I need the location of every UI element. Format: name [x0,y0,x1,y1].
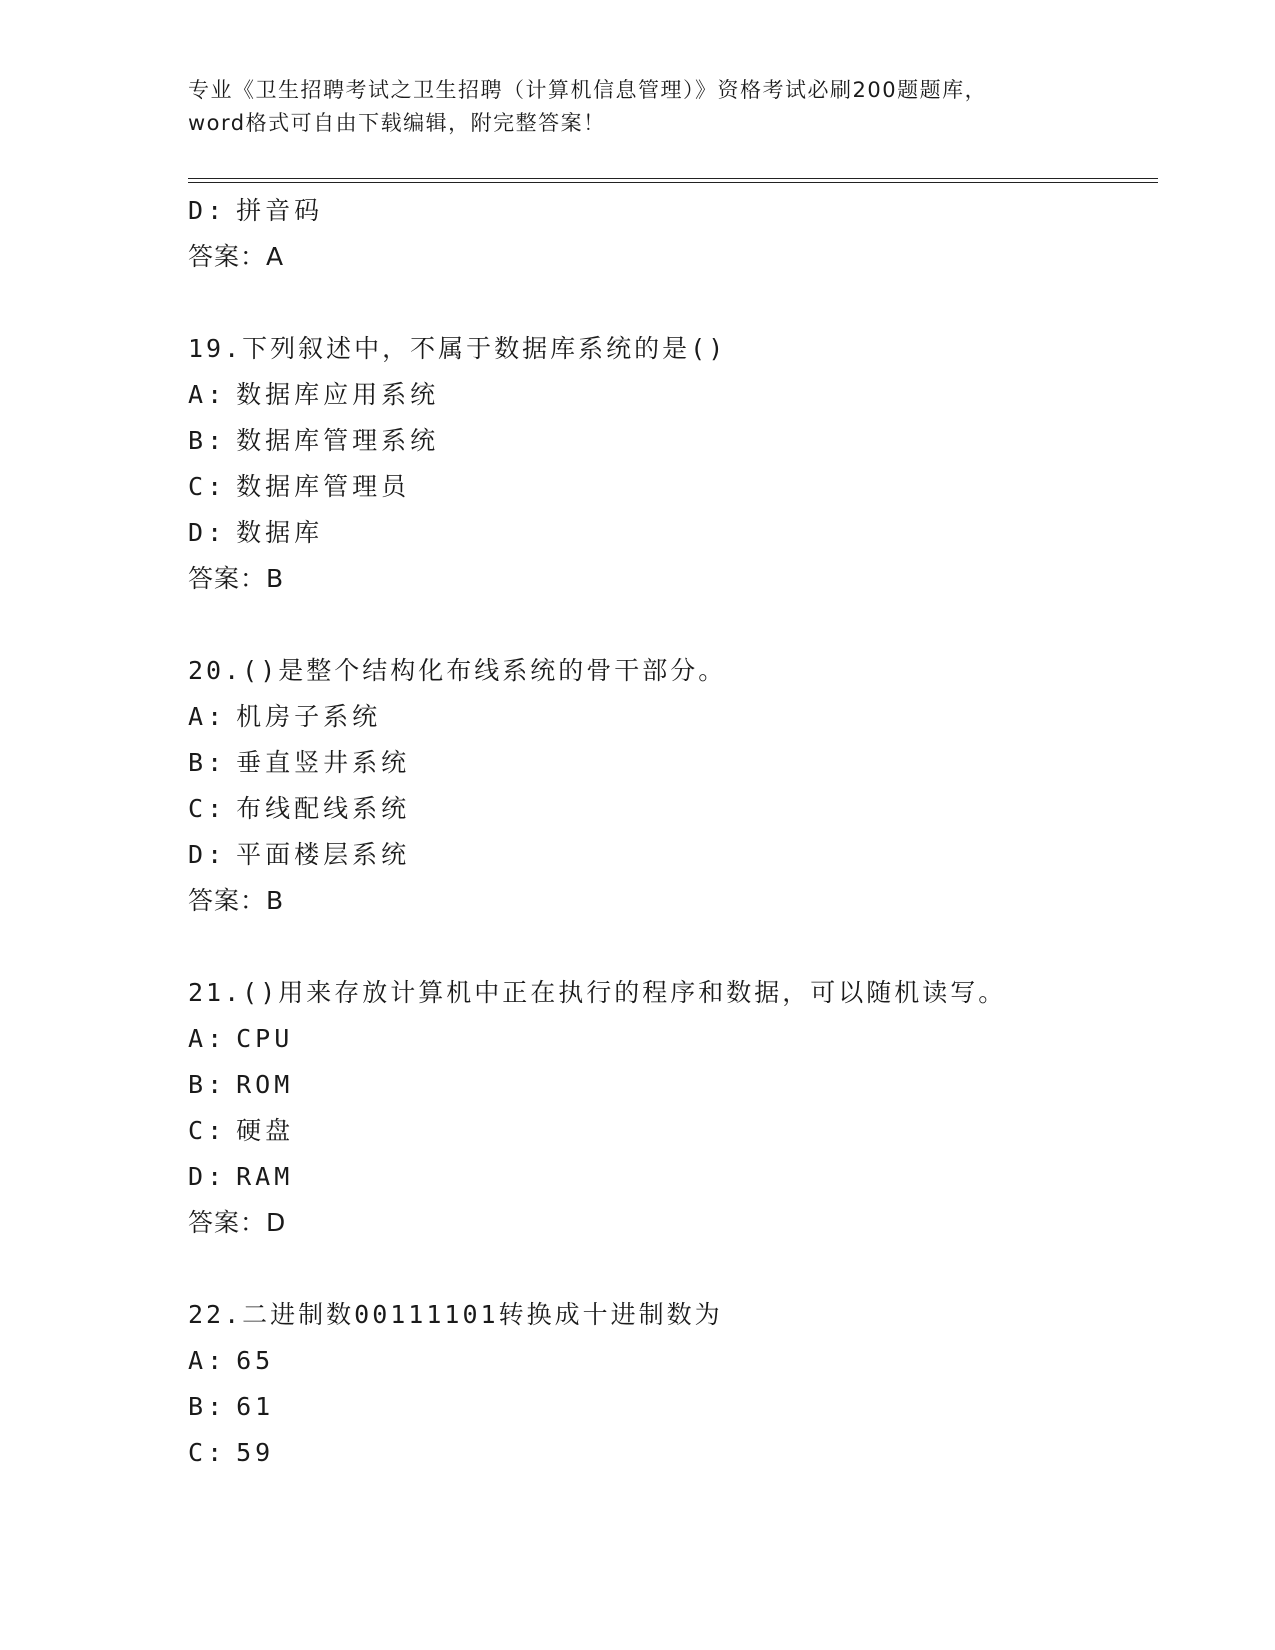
option-line [188,1108,1158,1154]
option-line [188,510,1158,556]
option-line [188,464,1158,510]
answer-line: 答案：B [188,886,285,915]
option-line [188,740,1158,786]
answer-line: 答案：D [188,1208,287,1237]
option-text: 垂直竖井系统 [236,748,411,777]
option-line [188,1384,1158,1430]
document-header [188,74,1088,140]
option-line [188,1338,1158,1384]
option-text: RAM [236,1162,294,1191]
option-line [188,188,1158,234]
option-line [188,372,1158,418]
option-text: 平面楼层系统 [236,840,411,869]
option-letter: B [188,1392,208,1421]
option-separator: : [207,196,227,225]
option-letter: C [188,794,208,823]
option-letter: B [188,748,208,777]
option-letter: B [188,426,208,455]
option-line [188,1430,1158,1476]
question-text: 19.下列叙述中，不属于数据库系统的是() [188,334,727,363]
option-line [188,786,1158,832]
question-list [188,188,1158,1476]
option-letter: C [188,472,208,501]
option-letter: C [188,1116,208,1145]
option-line [188,694,1158,740]
header-title-line-2: word格式可自由下载编辑，附完整答案！ [188,111,606,135]
option-text: 机房子系统 [236,702,382,731]
option-text: 59 [236,1438,275,1467]
option-separator: : [207,702,227,731]
option-text: 拼音码 [236,196,324,225]
question-text: 21.()用来存放计算机中正在执行的程序和数据，可以随机读写。 [188,978,1007,1007]
option-line [188,1062,1158,1108]
option-line [188,832,1158,878]
option-letter: D [188,196,208,225]
option-text: 数据库 [236,518,324,547]
option-line [188,418,1158,464]
option-separator: : [207,518,227,547]
option-separator: : [207,1346,227,1375]
option-separator: : [207,1162,227,1191]
spacer [188,924,1158,970]
option-text: ROM [236,1070,294,1099]
option-letter: D [188,518,208,547]
option-line [188,1016,1158,1062]
spacer [188,602,1158,648]
option-text: 硬盘 [236,1116,295,1145]
option-letter: B [188,1070,208,1099]
option-letter: A [188,1346,208,1375]
option-text: 数据库应用系统 [236,380,440,409]
answer-line: 答案：A [188,242,285,271]
option-letter: D [188,1162,208,1191]
spacer [188,280,1158,326]
option-text: 数据库管理员 [236,472,411,501]
option-separator: : [207,1438,227,1467]
option-text: 65 [236,1346,275,1375]
option-separator: : [207,1116,227,1145]
option-text: CPU [236,1024,294,1053]
option-separator: : [207,472,227,501]
option-text: 布线配线系统 [236,794,411,823]
option-letter: A [188,380,208,409]
question-text: 22.二进制数00111101转换成十进制数为 [188,1300,723,1329]
option-line [188,1154,1158,1200]
option-separator: : [207,1070,227,1099]
option-separator: : [207,748,227,777]
option-text: 61 [236,1392,275,1421]
option-separator: : [207,1392,227,1421]
option-letter: D [188,840,208,869]
option-letter: A [188,702,208,731]
spacer [188,1246,1158,1292]
question-text: 20.()是整个结构化布线系统的骨干部分。 [188,656,727,685]
option-separator: : [207,840,227,869]
header-title-line-1: 专业《卫生招聘考试之卫生招聘（计算机信息管理）》资格考试必刷200题题库， [188,78,988,102]
option-letter: A [188,1024,208,1053]
header-divider [188,178,1158,183]
option-separator: : [207,380,227,409]
option-separator: : [207,426,227,455]
answer-line: 答案：B [188,564,285,593]
option-separator: : [207,1024,227,1053]
option-letter: C [188,1438,208,1467]
option-separator: : [207,794,227,823]
option-text: 数据库管理系统 [236,426,440,455]
